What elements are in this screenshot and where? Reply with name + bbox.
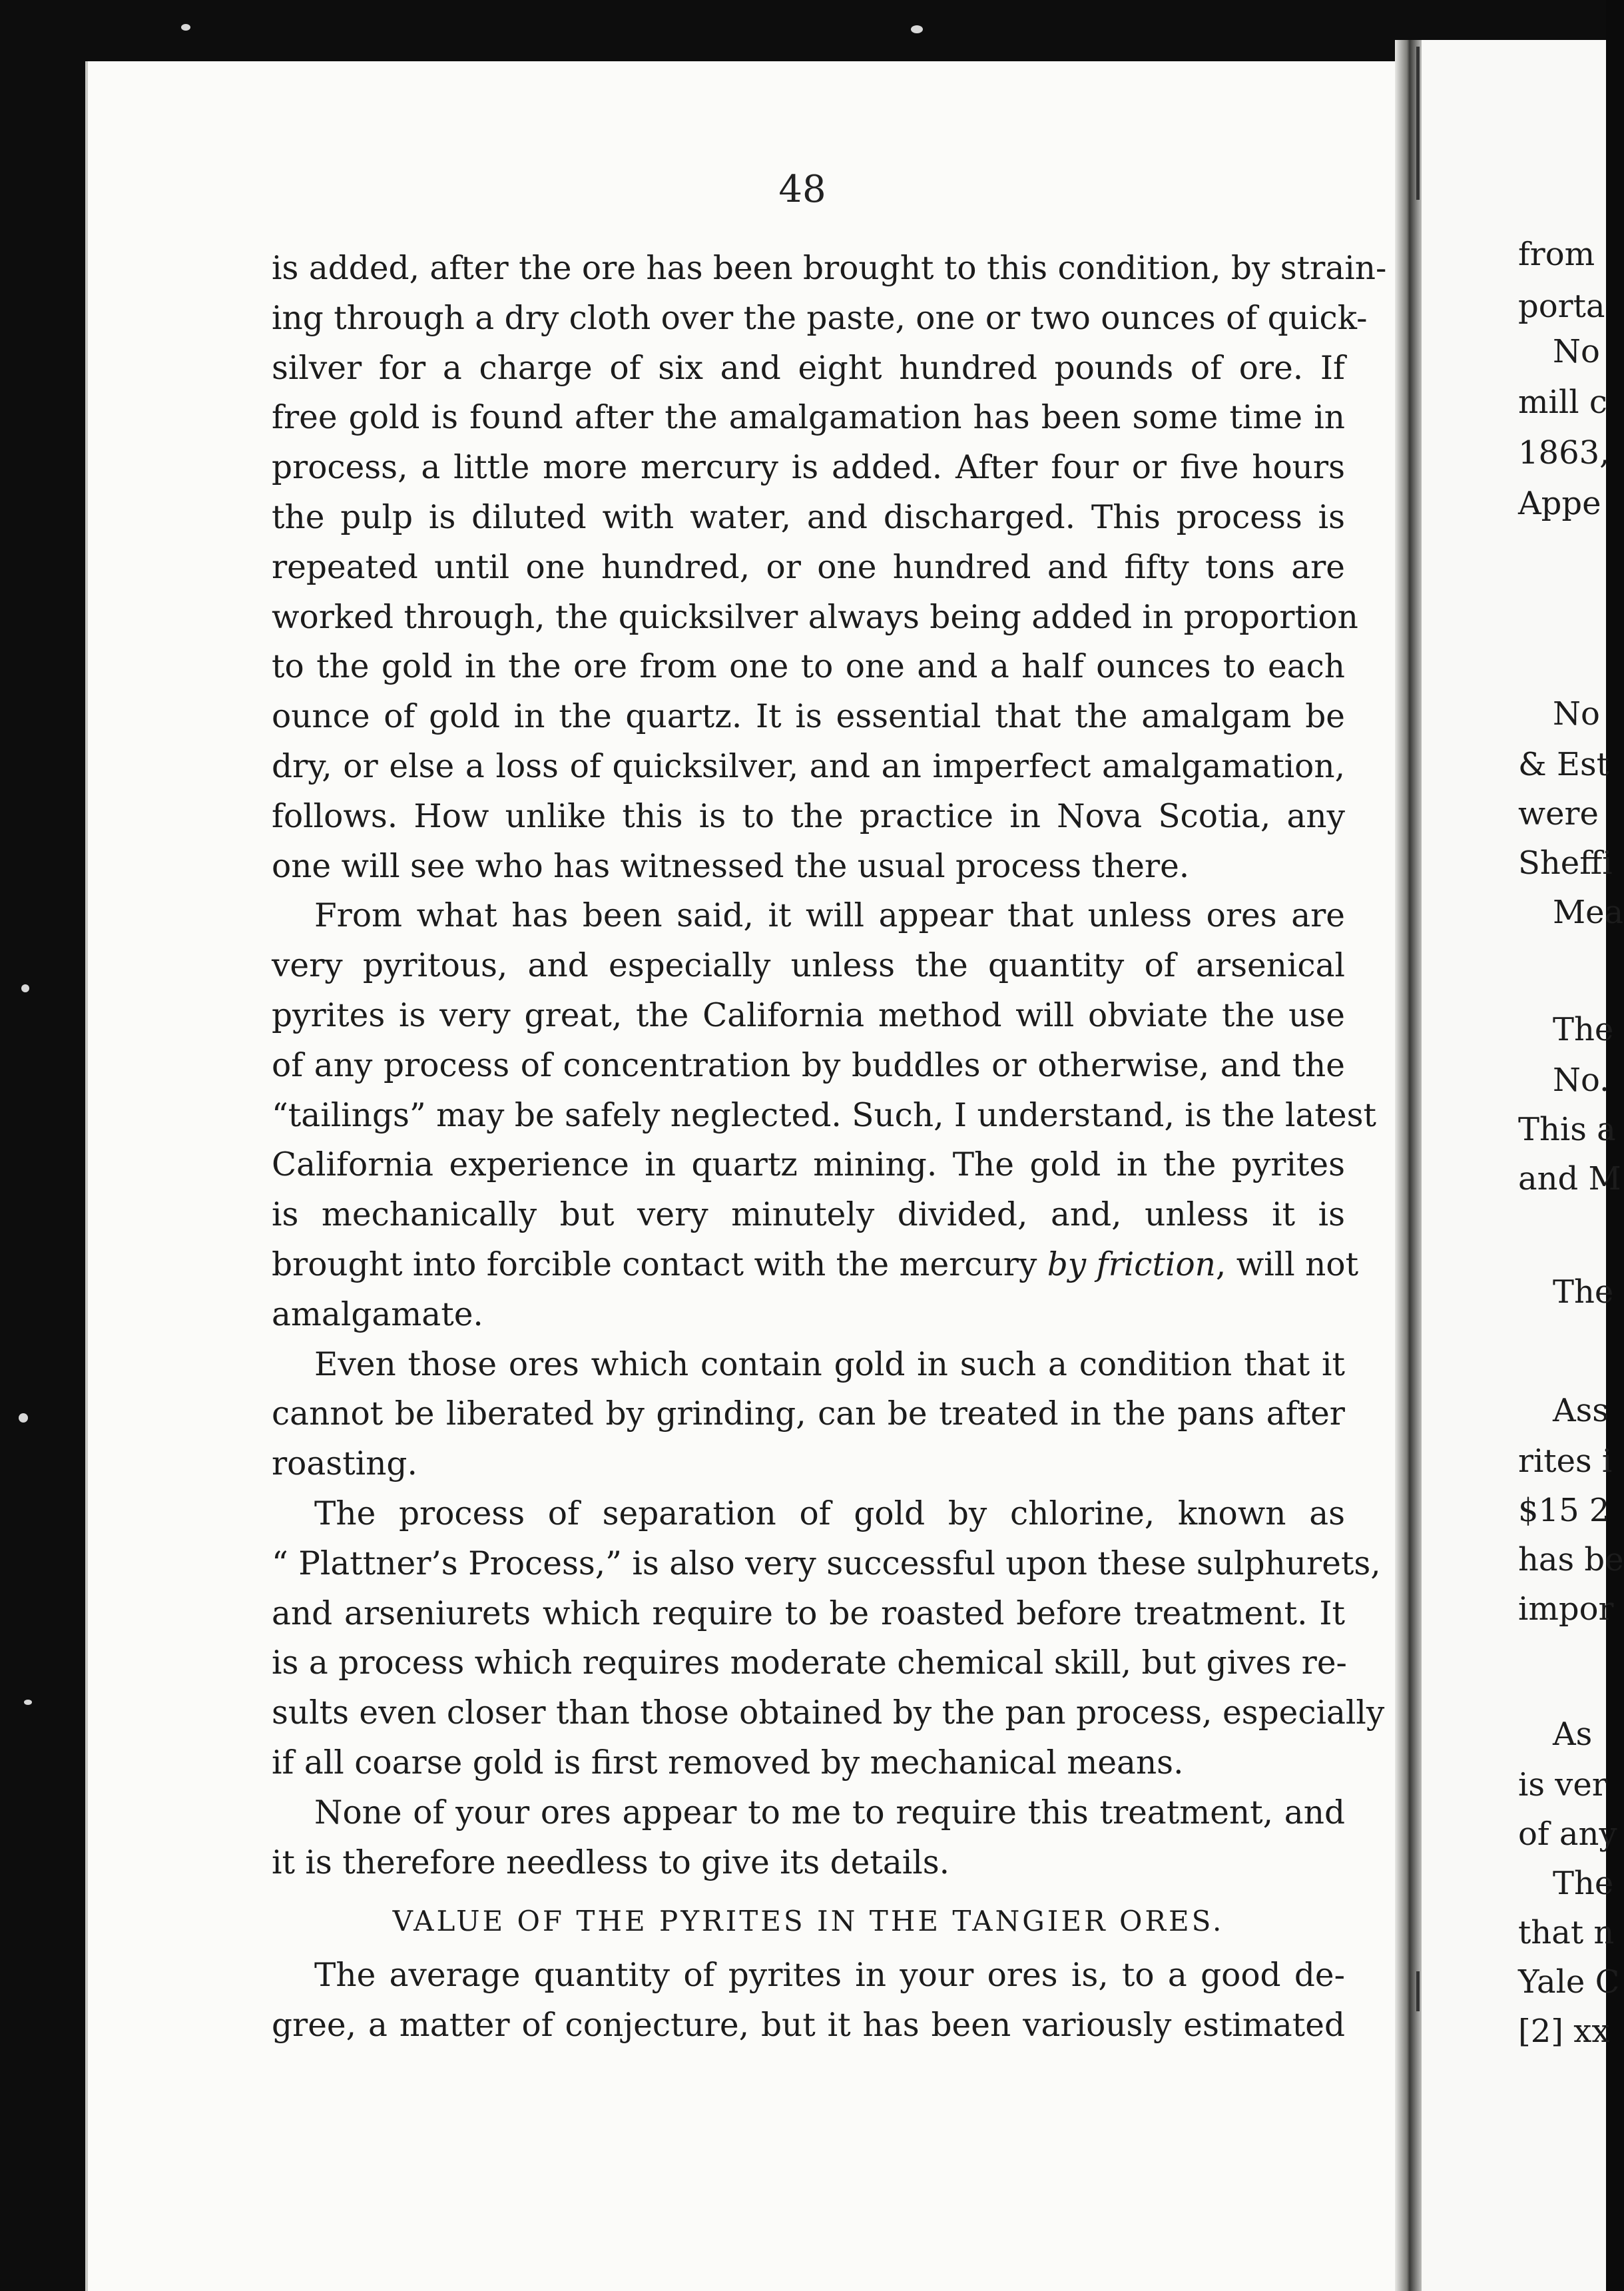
body-line: None of your ores appear to me to require this treatment, and	[314, 1794, 1345, 1831]
facing-page-fragment: & Est	[1518, 746, 1609, 783]
facing-page-fragment: has be	[1518, 1541, 1624, 1578]
body-line: follows. How unlike this is to the practice in Nova Scotia, any	[272, 797, 1345, 835]
dust-speck	[21, 984, 29, 992]
facing-page-fragment: As	[1553, 1716, 1593, 1753]
body-line: ounce of gold in the quartz. It is essential that the amalgam be	[272, 698, 1345, 736]
body-line: ing through a dry cloth over the paste, one or two ounces of quick-	[272, 299, 1368, 337]
facing-page-fragment: of any	[1518, 1815, 1617, 1853]
body-line: if all coarse gold is first removed by mechanical means.	[272, 1744, 1184, 1782]
body-line: to the gold in the ore from one to one and a half ounces to each	[272, 648, 1345, 686]
italic-phrase: by friction	[1047, 1245, 1216, 1283]
facing-page-fragment: Ass	[1553, 1392, 1609, 1429]
page-edge-mark	[1416, 47, 1420, 200]
facing-page-fragment: $15 2	[1518, 1492, 1610, 1529]
body-line: worked through, the quicksilver always being added in proportion	[272, 598, 1358, 636]
body-line: is added, after the ore has been brought to this condition, by strain-	[272, 250, 1387, 287]
facing-page-fragment: The	[1553, 1011, 1614, 1048]
facing-page-fragment: from	[1518, 236, 1595, 273]
body-line: process, a little more mercury is added. After four or five hours	[272, 449, 1345, 487]
facing-page-fragment: Sheffi	[1518, 844, 1613, 882]
body-line: The average quantity of pyrites in your ores is, to a good de-	[314, 1957, 1345, 1995]
body-line: roasting.	[272, 1445, 417, 1483]
facing-page-fragment: were	[1518, 795, 1599, 832]
facing-page-fragment: No	[1553, 333, 1600, 370]
facing-page-fragment: Mea	[1553, 894, 1624, 931]
body-line: The process of separation of gold by chlorine, known as	[314, 1494, 1345, 1532]
facing-page-fragment: is ver	[1518, 1766, 1607, 1803]
body-line: sults even closer than those obtained by the pan process, especially	[272, 1694, 1385, 1732]
body-line: the pulp is diluted with water, and discharged. This process is	[272, 498, 1345, 536]
facing-page-fragment: The	[1553, 1273, 1614, 1311]
body-line: of any process of concentration by buddles or otherwise, and the	[272, 1046, 1345, 1084]
facing-page-fragment: Appe	[1518, 485, 1601, 522]
body-line: “tailings” may be safely neglected. Such, I understand, is the latest	[272, 1096, 1376, 1134]
body-line: gree, a matter of conjecture, but it has been variously estimated	[272, 2006, 1345, 2044]
body-line: one will see who has witnessed the usual process there.	[272, 847, 1190, 885]
facing-page-fragment: mill c	[1518, 384, 1607, 421]
body-line: very pyritous, and especially unless the quantity of arsenical	[272, 947, 1345, 985]
body-line: and arseniurets which require to be roasted before treatment. It	[272, 1594, 1345, 1632]
body-line-text: , will not	[1215, 1245, 1359, 1283]
body-line: From what has been said, it will appear that unless ores are	[314, 897, 1345, 935]
facing-page-fragment: impor	[1518, 1590, 1614, 1628]
body-line-text: brought into forcible contact with the mercury	[272, 1245, 1037, 1283]
dust-speck	[181, 24, 190, 31]
facing-page-fragment: 1863,	[1518, 434, 1610, 472]
dust-speck	[19, 1413, 28, 1423]
page-body-text	[272, 244, 1387, 2051]
page-edge-mark	[1416, 1971, 1420, 2011]
body-line: California experience in quartz mining. The gold in the pyrites	[272, 1146, 1345, 1184]
facing-page-fragment: Yale C	[1518, 1963, 1620, 2001]
body-line: repeated until one hundred, or one hundred and fifty tons are	[272, 548, 1345, 586]
book-gutter	[1395, 40, 1422, 2291]
facing-page-fragment: and M	[1518, 1160, 1621, 1197]
body-line: it is therefore needless to give its details.	[272, 1843, 950, 1881]
body-line: is a process which requires moderate chemical skill, but gives re-	[272, 1644, 1347, 1682]
section-heading: VALUE OF THE PYRITES IN THE TANGIER ORES.	[392, 1905, 1224, 1938]
body-line	[272, 1240, 1359, 1290]
body-line: Even those ores which contain gold in such a condition that it	[314, 1345, 1345, 1383]
body-line: is mechanically but very minutely divided, and, unless it is	[272, 1196, 1345, 1234]
facing-page-fragment: rites i	[1518, 1443, 1613, 1480]
body-line: pyrites is very great, the California method will obviate the use	[272, 996, 1345, 1034]
body-line: dry, or else a loss of quicksilver, and an imperfect amalgamation,	[272, 747, 1345, 785]
dust-speck	[911, 25, 923, 33]
body-line: free gold is found after the amalgamation has been some time in	[272, 399, 1345, 437]
facing-page-fragment: No	[1553, 695, 1600, 733]
page-number: 48	[778, 168, 826, 211]
facing-page-fragment: No.	[1553, 1062, 1610, 1099]
dust-speck	[24, 1700, 32, 1705]
body-line: silver for a charge of six and eight hundred pounds of ore. If	[272, 349, 1345, 387]
facing-page-fragment: This a	[1518, 1111, 1616, 1148]
facing-page-fragment: that n	[1518, 1914, 1615, 1951]
body-line: cannot be liberated by grinding, can be treated in the pans after	[272, 1395, 1345, 1433]
body-line: “ Plattner’s Process,” is also very successful upon these sulphurets,	[272, 1544, 1381, 1582]
facing-page-fragment: [2] xx	[1518, 2013, 1610, 2050]
facing-page-fragment: porta	[1518, 288, 1605, 325]
facing-page-fragment: The	[1553, 1865, 1614, 1902]
body-line: amalgamate.	[272, 1295, 483, 1333]
